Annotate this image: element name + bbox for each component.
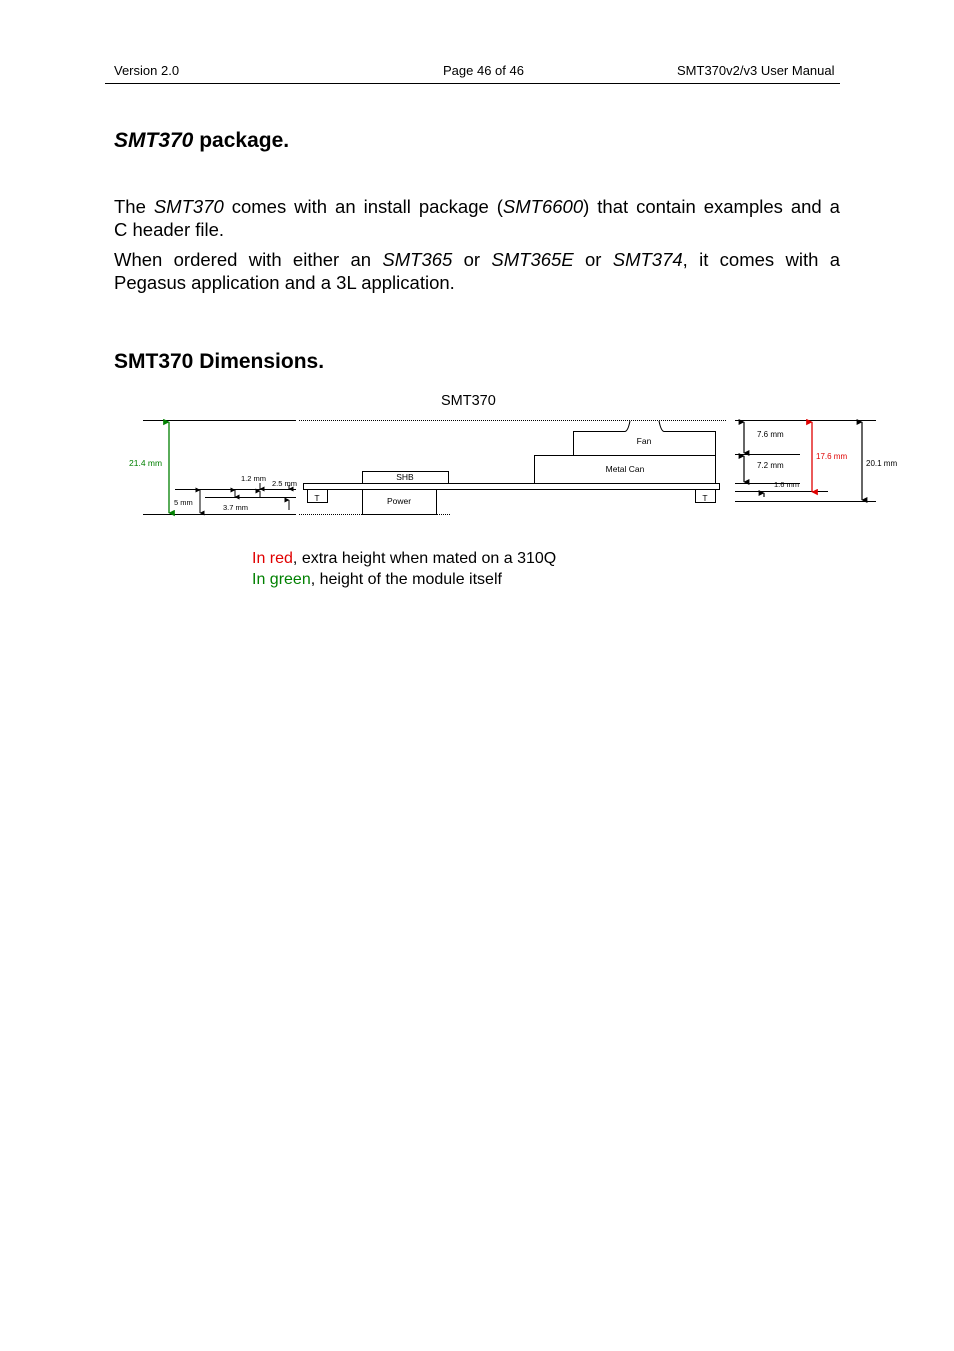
text: ) that contain examples and a <box>583 196 840 217</box>
label-1-2mm: 1.2 mm <box>241 474 267 483</box>
label-metal-can: Metal Can <box>605 464 645 474</box>
header-rule <box>105 83 840 84</box>
product-name: SMT365 <box>382 249 453 270</box>
label-2-5mm: 2.5 mm <box>272 479 298 488</box>
label-7-6mm: 7.6 mm <box>757 430 784 439</box>
pcb-board <box>304 484 720 490</box>
legend-green-label: In green <box>252 571 311 588</box>
text: When ordered with either an <box>114 249 383 270</box>
diagram-title: SMT370 <box>441 393 496 409</box>
legend-green-text: , height of the module itself <box>310 571 502 588</box>
legend-red-text: , extra height when mated on a 310Q <box>292 550 557 567</box>
text: or <box>573 249 613 270</box>
text: The <box>114 196 154 217</box>
label-total-green: 21.4 mm <box>129 458 163 468</box>
product-name: SMT374 <box>612 249 683 270</box>
legend-green <box>252 571 502 589</box>
label-3-7mm: 3.7 mm <box>223 503 249 512</box>
label-t-left: T <box>314 493 320 503</box>
paragraph-line <box>114 248 840 271</box>
heading-dimensions: SMT370 Dimensions. <box>114 350 325 373</box>
product-name: SMT370 <box>153 196 224 217</box>
paragraph-install-package <box>114 195 840 241</box>
label-power: Power <box>386 496 412 506</box>
heading-package-rest: package. <box>193 129 290 152</box>
legend-red <box>252 550 556 568</box>
text: comes with an install package ( <box>223 196 503 217</box>
header-page: Page 46 of 46 <box>443 63 524 78</box>
heading-package-italic: SMT370 <box>114 129 194 152</box>
paragraph-ordering <box>114 248 840 294</box>
header-version: Version 2.0 <box>114 63 180 78</box>
label-20-1mm: 20.1 mm <box>866 459 898 468</box>
paragraph-line: C header file. <box>114 219 225 240</box>
label-shb: SHB <box>396 472 414 482</box>
product-name: SMT6600 <box>502 196 584 217</box>
paragraph-line <box>114 195 840 218</box>
label-t-right: T <box>702 493 708 503</box>
label-total-red: 17.6 mm <box>816 452 848 461</box>
product-name: SMT365E <box>491 249 574 270</box>
label-7-2mm: 7.2 mm <box>757 461 784 470</box>
text: or <box>452 249 492 270</box>
label-1-6mm: 1.6 mm <box>774 480 800 489</box>
heading-package <box>114 129 289 153</box>
header-manual-title: SMT370v2/v3 User Manual <box>677 63 835 78</box>
paragraph-line: Pegasus application and a 3L application. <box>114 272 455 293</box>
dotted-reference-lines <box>299 421 727 515</box>
label-5mm: 5 mm <box>174 498 193 507</box>
dimensions-diagram <box>0 380 954 530</box>
text: , it comes with a <box>682 249 840 270</box>
label-fan: Fan <box>636 436 652 446</box>
legend-red-label: In red <box>252 550 293 567</box>
